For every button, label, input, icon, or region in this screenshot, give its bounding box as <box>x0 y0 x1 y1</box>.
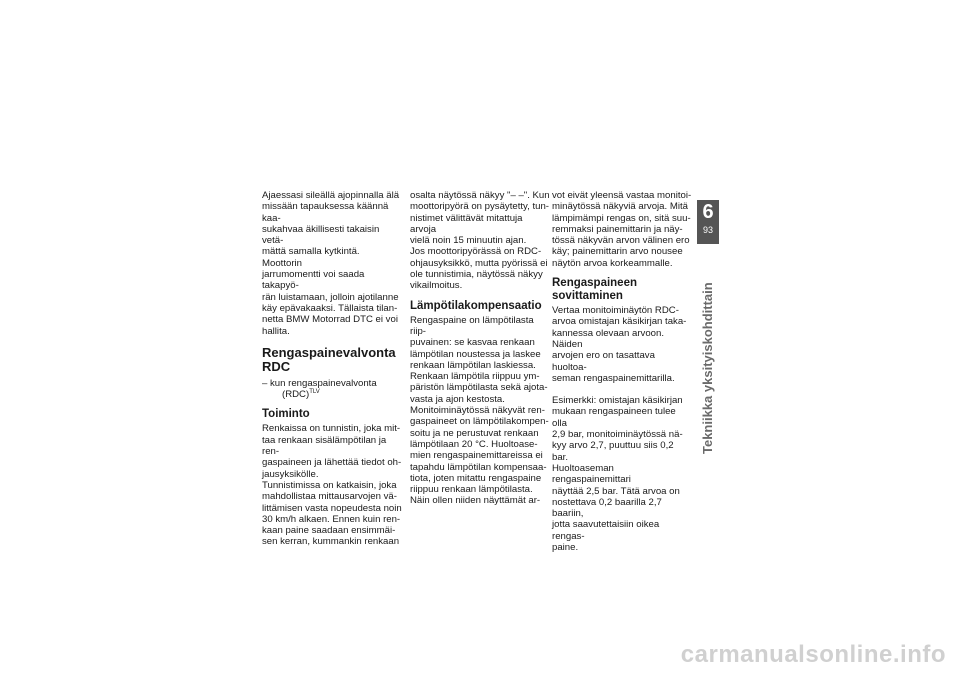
adjust-paragraph <box>552 305 692 384</box>
text-line: kyy arvo 2,7, puuttuu siis 0,2 bar. <box>552 440 674 463</box>
subheading-lampotilakompensaatio: Lämpötilakompensaatio <box>410 299 542 312</box>
text-line: nostettava 0,2 baarilla 2,7 baariin, <box>552 496 662 520</box>
text-line: näytön arvoa korkeammalle. <box>552 257 673 269</box>
text-line: seman rengaspainemittarilla. <box>552 372 675 384</box>
text-line: Vertaa monitoiminäytön RDC- <box>552 305 679 317</box>
text-line: gaspaineet on lämpötilakompen- <box>410 416 549 428</box>
dash-item-line2: (RDC) <box>282 389 310 401</box>
text-line: gaspaineen ja lähettää tiedot oh- <box>262 457 402 469</box>
text-line: renkaan lämpötilan laskiessa. <box>410 359 536 371</box>
text-line: Monitoiminäytössä näkyvät ren- <box>410 405 545 417</box>
text-line: nistimet välittävät mitattuja arvoja <box>410 212 523 235</box>
text-line: päristön lämpötilasta sekä ajota- <box>410 382 548 394</box>
text-line: kannessa olevaan arvoon. Näiden <box>552 327 665 350</box>
chapter-tab <box>697 200 719 244</box>
text-line: remmaksi painemittarin ja näy- <box>552 223 683 235</box>
text-line: näyttää 2,5 bar. Tätä arvoa on <box>552 485 680 497</box>
text-line: Esimerkki: omistajan käsikirjan <box>552 395 683 407</box>
text-line: Rengaspaineen <box>552 277 637 290</box>
dash-item-line1: – kun rengaspainevalvonta <box>262 377 377 389</box>
text-line: Renkaan lämpötila riippuu ym- <box>410 371 540 383</box>
text-line: arvojen ero on tasattava huoltoa- <box>552 350 655 373</box>
dash-list-item <box>262 378 402 401</box>
text-line: Renkaissa on tunnistin, joka mit- <box>262 423 401 435</box>
chapter-number: 6 <box>702 201 714 223</box>
text-line: ole tunnistimia, näytössä näkyy <box>410 269 543 281</box>
text-line: vielä noin 15 minuutin ajan. <box>410 235 527 247</box>
text-line: käy; painemittarin arvo nousee <box>552 246 683 258</box>
text-line: sen kerran, kummankin renkaan <box>262 536 400 548</box>
text-line: Ajaessasi sileällä ajopinnalla älä <box>262 190 400 201</box>
text-line: jausyksikölle. <box>262 468 319 480</box>
text-line: lämpötilan noustessa ja laskee <box>410 348 541 360</box>
column-3 <box>552 190 692 553</box>
text-line: Rengaspaine on lämpötilasta riip- <box>410 314 534 337</box>
text-line: minäytössä näkyviä arvoja. Mitä <box>552 201 688 213</box>
text-line: lämpimämpi rengas on, sitä suu- <box>552 212 691 224</box>
subheading-sovittaminen <box>552 277 692 303</box>
dash-item-superscript: TLV <box>309 388 320 395</box>
compensation-paragraph <box>410 315 550 507</box>
page-number: 93 <box>702 225 713 235</box>
text-line: Huoltoaseman rengaspainemittari <box>552 462 631 486</box>
text-line: vasta ja ajon kestosta. <box>410 393 505 405</box>
text-line: mättä samalla kytkintä. Moottorin <box>262 246 360 269</box>
text-line: taa renkaan sisälämpötilan ja ren- <box>262 434 387 458</box>
text-line: tapahdu lämpötilan kompensaa- <box>410 461 547 473</box>
text-line: vot eivät yleensä vastaa monitoi- <box>552 190 692 201</box>
text-line: hallita. <box>262 325 290 337</box>
section-heading-rdc <box>262 346 402 374</box>
text-line: mahdollistaa mittausarvojen vä- <box>262 491 397 503</box>
text-line: littämisen vasta nopeudesta noin <box>262 502 402 514</box>
text-line: vikailmoitus. <box>410 280 463 292</box>
chapter-title-vertical: Tekniikka yksityiskohdittain <box>700 282 715 454</box>
text-line: riippuu renkaan lämpötilasta. <box>410 484 533 496</box>
text-line: moottoripyörä on pysäytetty, tun- <box>410 201 549 213</box>
text-line: ohjausyksikkö, mutta pyörissä ei <box>410 257 548 269</box>
text-line: osalta näytössä näkyy "– –". Kun <box>410 190 550 201</box>
text-line: missään tapauksessa käännä kaa- <box>262 201 389 224</box>
column-2 <box>410 190 550 507</box>
column-1 <box>262 190 402 548</box>
text-line: RDC <box>262 358 291 374</box>
text-line: kaan paine saadaan ensimmäi- <box>262 525 396 537</box>
text-line: Jos moottoripyörässä on RDC- <box>410 246 542 258</box>
text-line: puvainen: se kasvaa renkaan <box>410 337 535 349</box>
text-line: arvoa omistajan käsikirjan taka- <box>552 316 687 328</box>
intro-paragraph <box>262 190 402 337</box>
text-line: Rengaspainevalvonta <box>262 344 396 360</box>
text-line: lämpötilaan 20 °C. Huoltoase- <box>410 438 538 450</box>
text-line: soitu ja ne perustuvat renkaan <box>410 427 539 439</box>
text-line: käy epävakaaksi. Tällaista tilan- <box>262 302 398 314</box>
paragraph-gap <box>552 384 692 395</box>
subheading-toiminto: Toiminto <box>262 408 310 421</box>
text-line: jotta saavutettaisiin oikea rengas- <box>552 519 660 542</box>
text-line: Tunnistimissa on katkaisin, joka <box>262 479 397 491</box>
text-line: Näin ollen niiden näyttämät ar- <box>410 495 541 507</box>
text-line: 2,9 bar, monitoiminäytössä nä- <box>552 429 683 441</box>
continued-paragraph-2 <box>552 190 692 269</box>
toiminto-paragraph <box>262 423 402 547</box>
text-line: tiota, joten mitattu rengaspaine <box>410 472 542 484</box>
text-line: rän luistamaan, jolloin ajotilanne <box>262 291 399 303</box>
text-line: paine. <box>552 542 579 554</box>
text-line: jarrumomentti voi saada takapyö- <box>262 269 365 292</box>
text-line: netta BMW Motorrad DTC ei voi <box>262 314 398 326</box>
text-line: sovittaminen <box>552 290 623 303</box>
text-line: sukahvaa äkillisesti takaisin vetä- <box>262 223 380 247</box>
continued-paragraph <box>410 190 550 292</box>
example-paragraph <box>552 395 692 553</box>
text-line: mukaan rengaspaineen tulee olla <box>552 406 676 429</box>
text-line: 30 km/h alkaen. Ennen kuin ren- <box>262 513 401 525</box>
watermark: carmanualsonline.info <box>680 641 946 668</box>
text-line: mien rengaspainemittareissa ei <box>410 450 543 462</box>
text-line: tössä näkyvän arvon välinen ero <box>552 235 690 247</box>
